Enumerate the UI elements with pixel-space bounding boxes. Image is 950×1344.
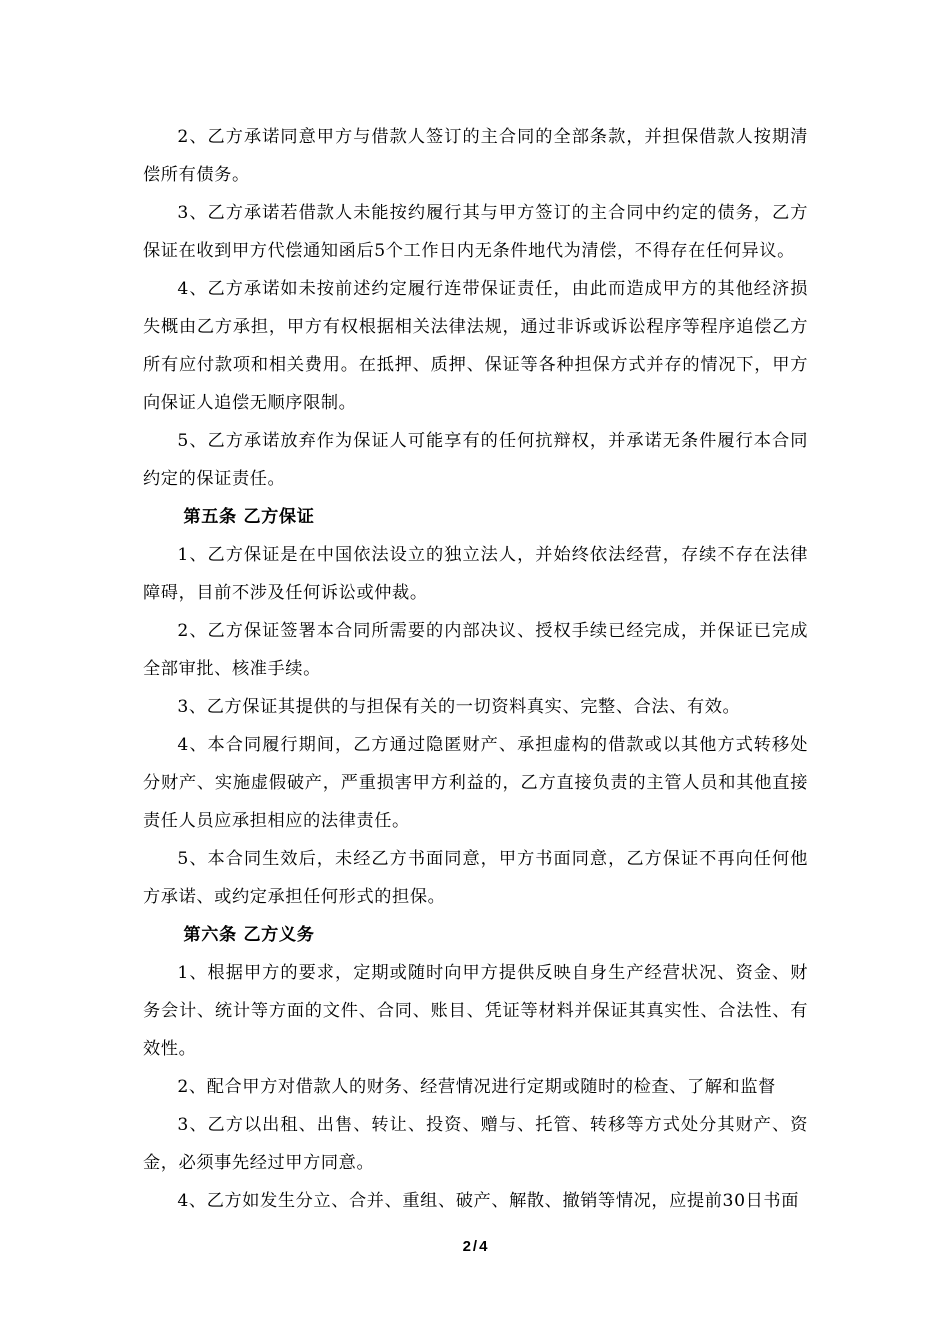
paragraph: 1、根据甲方的要求，定期或随时向甲方提供反映自身生产经营状况、资金、财务会计、统计等方面的文件、合同、账目、凭证等材料并保证其真实性、合法性、有效性。	[143, 963, 808, 1059]
page-separator: /	[472, 1238, 478, 1255]
page-number	[0, 1238, 950, 1255]
paragraph: 4、乙方承诺如未按前述约定履行连带保证责任，由此而造成甲方的其他经济损失概由乙方承担，甲方有权根据相关法律法规，通过非诉或诉讼程序等程序追偿乙方所有应付款项和相关费用。在抵押、质押、保证等各种担保方式并存的情况下，甲方向保证人追偿无顺序限制。	[143, 279, 808, 413]
paragraph: 5、本合同生效后，未经乙方书面同意，甲方书面同意，乙方保证不再向任何他方承诺、或约定承担任何形式的担保。	[143, 849, 808, 907]
document-body	[143, 118, 808, 1220]
section-heading: 第六条 乙方义务	[183, 925, 315, 945]
paragraph: 5、乙方承诺放弃作为保证人可能享有的任何抗辩权，并承诺无条件履行本合同约定的保证责任。	[143, 431, 808, 489]
paragraph: 2、乙方保证签署本合同所需要的内部决议、授权手续已经完成，并保证已完成全部审批、核准手续。	[143, 621, 808, 679]
paragraph: 4、乙方如发生分立、合并、重组、破产、解散、撤销等情况，应提前30日书面	[177, 1191, 799, 1211]
paragraph: 3、乙方承诺若借款人未能按约履行其与甲方签订的主合同中约定的债务，乙方保证在收到甲方代偿通知函后5个工作日内无条件地代为清偿，不得存在任何异议。	[143, 203, 808, 261]
paragraph: 1、乙方保证是在中国依法设立的独立法人，并始终依法经营，存续不存在法律障碍，目前不涉及任何诉讼或仲裁。	[143, 545, 808, 603]
paragraph: 2、乙方承诺同意甲方与借款人签订的主合同的全部条款，并担保借款人按期清偿所有债务。	[143, 127, 808, 185]
paragraph: 3、乙方以出租、出售、转让、投资、赠与、托管、转移等方式处分其财产、资金，必须事先经过甲方同意。	[143, 1115, 808, 1173]
page-total: 4	[479, 1238, 488, 1255]
paragraph: 2、配合甲方对借款人的财务、经营情况进行定期或随时的检查、了解和监督	[177, 1077, 776, 1097]
page-current: 2	[462, 1238, 471, 1255]
section-heading: 第五条 乙方保证	[183, 507, 315, 527]
paragraph: 3、乙方保证其提供的与担保有关的一切资料真实、完整、合法、有效。	[177, 697, 741, 717]
paragraph: 4、本合同履行期间，乙方通过隐匿财产、承担虚构的借款或以其他方式转移处分财产、实施虚假破产，严重损害甲方利益的，乙方直接负责的主管人员和其他直接责任人员应承担相应的法律责任。	[143, 735, 808, 831]
